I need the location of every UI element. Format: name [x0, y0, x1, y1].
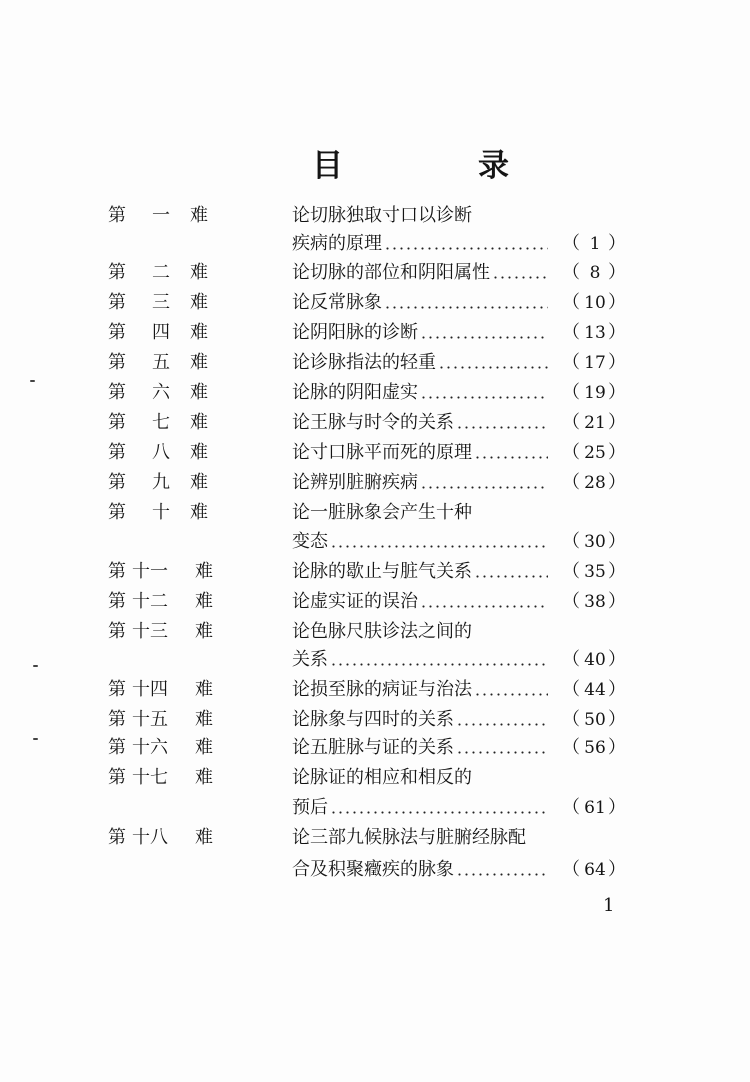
chapter-label-part: 第: [108, 472, 126, 493]
dot-leader: [456, 873, 548, 876]
page-reference-number: 13: [584, 323, 606, 343]
toc-entry-text: 论脉的歇止与脏气关系: [292, 557, 474, 587]
chapter-label-part: 难: [190, 442, 208, 463]
close-paren: ）: [608, 233, 626, 254]
open-paren: （: [562, 797, 580, 818]
chapter-label: [108, 408, 268, 438]
chapter-label-part: 难: [190, 205, 208, 226]
toc-entry-text: 论一脏脉象会产生十种: [292, 502, 472, 523]
page-reference-number: 61: [584, 798, 606, 818]
dot-leader: [456, 426, 548, 429]
toc-entry-text: 论切脉的部位和阴阳属性: [292, 258, 492, 288]
toc-entry-text: 论脉象与四时的关系: [292, 705, 456, 735]
page-reference[interactable]: [560, 527, 630, 557]
chapter-label-part: 十五: [132, 709, 168, 730]
toc-entry-title[interactable]: [292, 823, 632, 853]
toc-entry-text: 论阴阳脉的诊断: [292, 318, 420, 348]
page-reference[interactable]: [560, 378, 630, 408]
chapter-label: [108, 318, 268, 348]
close-paren: ）: [608, 591, 626, 612]
toc-entry-text: 论五脏脉与证的关系: [292, 733, 456, 763]
page-reference-number: 50: [584, 710, 606, 730]
open-paren: （: [562, 233, 580, 254]
page-reference[interactable]: [560, 645, 630, 675]
page-reference-number: 10: [584, 293, 606, 313]
scan-speck: [33, 665, 38, 667]
close-paren: ）: [608, 472, 626, 493]
chapter-label-part: 三: [152, 292, 170, 313]
chapter-label-part: 难: [190, 262, 208, 283]
chapter-label-part: 第: [108, 679, 126, 700]
toc-entry-title[interactable]: [292, 498, 632, 528]
page-reference-number: 35: [584, 562, 606, 582]
chapter-label-part: 第: [108, 621, 126, 642]
open-paren: （: [562, 442, 580, 463]
page-reference-number: 40: [584, 650, 606, 670]
scan-speck: [30, 380, 35, 382]
page-reference[interactable]: [560, 229, 630, 259]
open-paren: （: [562, 561, 580, 582]
toc-entry-text: 疾病的原理: [292, 229, 384, 259]
chapter-label: [108, 733, 268, 763]
chapter-label-part: 七: [152, 412, 170, 433]
chapter-label-part: 第: [108, 767, 126, 788]
open-paren: （: [562, 382, 580, 403]
dot-leader: [420, 486, 548, 489]
chapter-label-part: 十六: [132, 737, 168, 758]
dot-leader: [456, 751, 548, 754]
close-paren: ）: [608, 262, 626, 283]
dot-leader: [330, 663, 548, 666]
close-paren: ）: [608, 382, 626, 403]
dot-leader: [330, 545, 548, 548]
close-paren: ）: [608, 859, 626, 880]
chapter-label-part: 十八: [132, 827, 168, 848]
chapter-label-part: 十: [152, 502, 170, 523]
open-paren: （: [562, 262, 580, 283]
page-reference[interactable]: [560, 557, 630, 587]
page-reference-number: 64: [584, 860, 606, 880]
toc-entry-text: 论诊脉指法的轻重: [292, 348, 438, 378]
chapter-label-part: 八: [152, 442, 170, 463]
toc-entry-text: 预后: [292, 793, 330, 823]
page-reference[interactable]: [560, 318, 630, 348]
page-reference[interactable]: [560, 705, 630, 735]
chapter-label: [108, 468, 268, 498]
chapter-label-part: 第: [108, 352, 126, 373]
open-paren: （: [562, 709, 580, 730]
page-reference[interactable]: [560, 468, 630, 498]
chapter-label: [108, 201, 268, 231]
chapter-label-part: 第: [108, 292, 126, 313]
chapter-label: [108, 557, 268, 587]
toc-entry-text: 论虚实证的误治: [292, 587, 420, 617]
open-paren: （: [562, 737, 580, 758]
chapter-label-part: 十二: [132, 591, 168, 612]
close-paren: ）: [608, 679, 626, 700]
page-reference[interactable]: [560, 438, 630, 468]
chapter-label-part: 九: [152, 472, 170, 493]
open-paren: （: [562, 412, 580, 433]
page-number: 1: [603, 895, 615, 916]
dot-leader: [330, 811, 548, 814]
page-reference-number: 8: [589, 263, 601, 283]
dot-leader: [384, 306, 548, 309]
page-reference-number: 21: [584, 413, 606, 433]
chapter-label: [108, 348, 268, 378]
close-paren: ）: [608, 737, 626, 758]
open-paren: （: [562, 292, 580, 313]
dot-leader: [474, 456, 548, 459]
chapter-label-part: 难: [190, 472, 208, 493]
close-paren: ）: [608, 709, 626, 730]
dot-leader: [474, 575, 548, 578]
chapter-label: [108, 675, 268, 705]
chapter-label: [108, 438, 268, 468]
close-paren: ）: [608, 561, 626, 582]
chapter-label-part: 第: [108, 205, 126, 226]
close-paren: ）: [608, 292, 626, 313]
page-reference-number: 28: [584, 473, 606, 493]
dot-leader: [420, 396, 548, 399]
page-reference[interactable]: [560, 793, 630, 823]
chapter-label: [108, 587, 268, 617]
chapter-label-part: 第: [108, 827, 126, 848]
dot-leader: [384, 247, 548, 250]
close-paren: ）: [608, 797, 626, 818]
chapter-label-part: 难: [195, 709, 213, 730]
chapter-label: [108, 288, 268, 318]
open-paren: （: [562, 591, 580, 612]
page-reference[interactable]: [560, 258, 630, 288]
dot-leader: [456, 723, 548, 726]
chapter-label-part: 第: [108, 442, 126, 463]
chapter-label-part: 难: [195, 591, 213, 612]
chapter-label-part: 第: [108, 382, 126, 403]
toc-entry-text: 论切脉独取寸口以诊断: [292, 205, 472, 226]
dot-leader: [492, 276, 548, 279]
chapter-label: [108, 617, 268, 647]
chapter-label-part: 第: [108, 709, 126, 730]
chapter-label-part: 难: [195, 561, 213, 582]
page-reference[interactable]: [560, 408, 630, 438]
close-paren: ）: [608, 412, 626, 433]
chapter-label-part: 难: [190, 412, 208, 433]
toc-entry-text: 论寸口脉平而死的原理: [292, 438, 474, 468]
chapter-label-part: 五: [152, 352, 170, 373]
page-reference-number: 30: [584, 532, 606, 552]
chapter-label-part: 第: [108, 412, 126, 433]
page-reference-number: 44: [584, 680, 606, 700]
chapter-label-part: 难: [190, 322, 208, 343]
toc-entry-text: 论色脉尺肤诊法之间的: [292, 621, 472, 642]
chapter-label-part: 十七: [132, 767, 168, 788]
toc-entry-text: 论王脉与时令的关系: [292, 408, 456, 438]
chapter-label-part: 难: [190, 352, 208, 373]
toc-entry-text: 论脉证的相应和相反的: [292, 767, 472, 788]
chapter-label-part: 第: [108, 262, 126, 283]
chapter-label: [108, 823, 268, 853]
toc-entry-text: 论反常脉象: [292, 288, 384, 318]
page-reference-number: 56: [584, 738, 606, 758]
chapter-label-part: 十三: [132, 621, 168, 642]
page-reference[interactable]: [560, 675, 630, 705]
chapter-label-part: 第: [108, 561, 126, 582]
chapter-label: [108, 258, 268, 288]
toc-entry-text: 论脉的阴阳虚实: [292, 378, 420, 408]
chapter-label-part: 难: [195, 827, 213, 848]
chapter-label-part: 十一: [132, 561, 168, 582]
toc-entry-text: 关系: [292, 645, 330, 675]
chapter-label: [108, 498, 268, 528]
chapter-label-part: 十四: [132, 679, 168, 700]
open-paren: （: [562, 352, 580, 373]
chapter-label-part: 难: [195, 679, 213, 700]
close-paren: ）: [608, 442, 626, 463]
close-paren: ）: [608, 531, 626, 552]
toc-entry-text: 合及积聚癥疾的脉象: [292, 855, 456, 885]
close-paren: ）: [608, 352, 626, 373]
page-title: 目 录: [312, 148, 561, 184]
scan-speck: [33, 738, 38, 740]
open-paren: （: [562, 859, 580, 880]
chapter-label-part: 第: [108, 502, 126, 523]
page-reference[interactable]: [560, 855, 630, 885]
chapter-label-part: 第: [108, 737, 126, 758]
chapter-label-part: 难: [195, 737, 213, 758]
open-paren: （: [562, 531, 580, 552]
toc-entry-text: 论损至脉的病证与治法: [292, 675, 474, 705]
page-reference-number: 25: [584, 443, 606, 463]
chapter-label-part: 难: [190, 292, 208, 313]
chapter-label: [108, 378, 268, 408]
close-paren: ）: [608, 649, 626, 670]
chapter-label: [108, 763, 268, 793]
close-paren: ）: [608, 322, 626, 343]
dot-leader: [420, 605, 548, 608]
chapter-label-part: 第: [108, 591, 126, 612]
toc-entry-text: 论辨别脏腑疾病: [292, 468, 420, 498]
page-reference-number: 1: [589, 234, 601, 254]
page-reference[interactable]: [560, 733, 630, 763]
toc-entry-text: 论三部九候脉法与脏腑经脉配: [292, 827, 526, 848]
open-paren: （: [562, 472, 580, 493]
page-reference-number: 38: [584, 592, 606, 612]
chapter-label-part: 难: [195, 621, 213, 642]
page-reference-number: 19: [584, 383, 606, 403]
page-reference-number: 17: [584, 353, 606, 373]
chapter-label-part: 四: [152, 322, 170, 343]
chapter-label-part: 难: [195, 767, 213, 788]
dot-leader: [420, 336, 548, 339]
toc-entry-text: 变态: [292, 527, 330, 557]
chapter-label-part: 一: [152, 205, 170, 226]
chapter-label-part: 难: [190, 502, 208, 523]
dot-leader: [474, 693, 548, 696]
dot-leader: [438, 366, 548, 369]
toc-entry-title[interactable]: [292, 763, 632, 793]
chapter-label-part: 难: [190, 382, 208, 403]
open-paren: （: [562, 322, 580, 343]
page-reference[interactable]: [560, 288, 630, 318]
toc-entry-title[interactable]: [292, 201, 632, 231]
page-reference[interactable]: [560, 348, 630, 378]
chapter-label: [108, 705, 268, 735]
chapter-label-part: 第: [108, 322, 126, 343]
page-reference[interactable]: [560, 587, 630, 617]
open-paren: （: [562, 679, 580, 700]
chapter-label-part: 六: [152, 382, 170, 403]
chapter-label-part: 二: [152, 262, 170, 283]
open-paren: （: [562, 649, 580, 670]
toc-entry-title[interactable]: [292, 617, 632, 647]
